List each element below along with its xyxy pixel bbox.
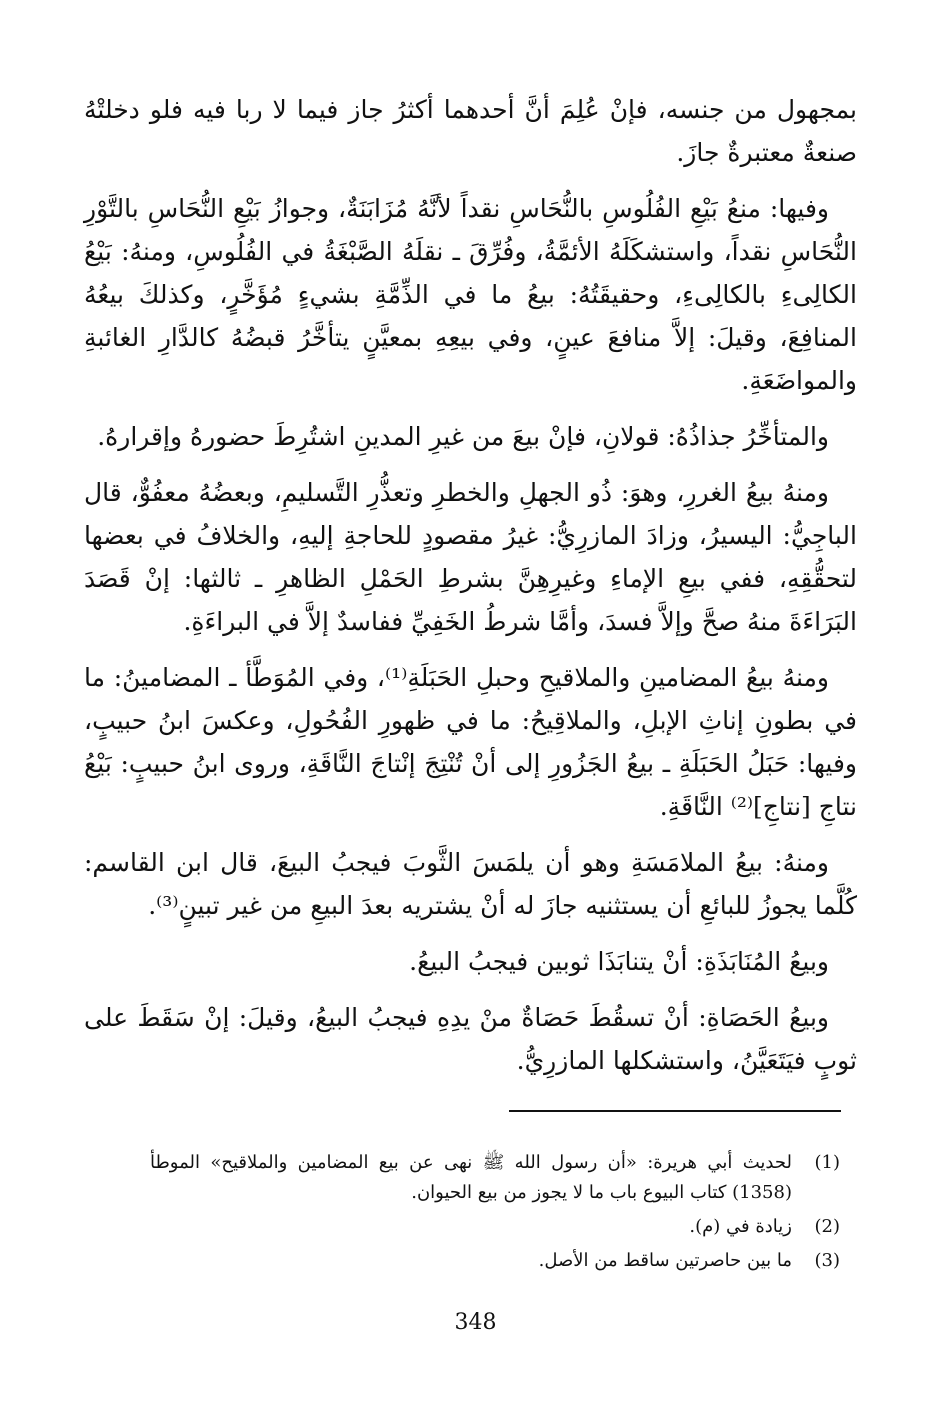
paragraph: ومنهُ: بيعُ الملامَسَةِ وهو أن يلمَسَ الثَّوبَ فيجبُ البيعَ، قال ابن القاسم: كُلَّما يجوزُ للبائعِ أن يستثنيه جازَ له أنْ يشتريه بعدَ البيعِ من غير تبينٍ⁽³⁾. xyxy=(84,848,857,920)
footnote xyxy=(150,1246,840,1276)
footnote-divider xyxy=(509,1110,841,1112)
paragraph: ومنهُ بيعُ الغررِ، وهوَ: ذُو الجهلِ والخطرِ وتعذُّرِ التَّسليمِ، وبعضُهُ معفُوٌّ، قال الباجِيُّ: اليسيرُ، وزادَ المازرِيُّ: غيرُ مقصودٍ للحاجةِ إليهِ، والخلافُ في بعضها لتحقُّقِهِ، ففي بيعِ الإماءِ وغيرِهِنَّ بشرطِ الحَمْلِ الظاهرِ ـ ثالثها: إنْ قَصَدَ البَرَاءَةَ منهُ صحَّ وإلاَّ فسدَ، وأمَّا شرطُ الخَفِيِّ ففاسدٌ إلاَّ في البراءَةِ. xyxy=(84,478,857,636)
paragraph: وبيعُ الحَصَاةِ: أنْ تسقُطَ حَصَاةٌ منْ يدِهِ فيجبُ البيعُ، وقيلَ: إنْ سَقَطَ على ثوبٍ فيَتَعَيَّنُ، واستشكلها المازرِيُّ. xyxy=(84,1003,857,1075)
footnote-number: (2) xyxy=(814,1216,840,1237)
footnotes xyxy=(150,1148,840,1280)
paragraph: وبيعُ المُنَابَذَةِ: أنْ يتنابَذَا ثوبين فيجبُ البيعُ. xyxy=(409,947,829,976)
footnote-text: ما بين حاصرتين ساقط من الأصل. xyxy=(538,1250,792,1271)
footnote xyxy=(150,1148,840,1208)
paragraph: والمتأخِّرُ جذاذُهُ: قولانِ، فإنْ بيعَ من غيرِ المدينِ اشتُرِطَ حضورهُ وإقرارهُ. xyxy=(97,422,829,451)
footnote-number: (1) xyxy=(814,1152,840,1173)
paragraph: ومنهُ بيعُ المضامينِ والملاقيحِ وحبلِ الحَبَلَةِ⁽¹⁾، وفي المُوَطَّأ ـ المضامينُ: ما في بطونِ إناثِ الإبلِ، والملاقِيحُ: ما في ظهورِ الفُحُولِ، وعكسَ ابنُ حبيبٍ، وفيها: حَبَلُ الحَبَلَةِ ـ بيعُ الجَزُورِ إلى أنْ تُنْتِجَ إنْتاجَ النَّاقَةِ، وروى ابنُ حبيبٍ: بَيْعُ نتاجِ [نتاجِ]⁽²⁾ النَّاقَةِ. xyxy=(84,663,857,821)
paragraph: بمجهول من جنسه، فإنْ عُلِمَ أنَّ أحدهما أكثرُ جاز فيما لا ربا فيه فلو دخلتْهُ صنعةٌ معتبرةٌ جازَ. xyxy=(84,95,857,167)
footnote-text: لحديث أبي هريرة: «أن رسول الله ﷺ نهى عن بيع المضامين والملاقيح» الموطأ (1358) كتاب البيوع باب ما لا يجوز من بيع الحيوان. xyxy=(150,1152,792,1203)
paragraph: وفيها: منعُ بَيْعِ الفُلُوسِ بالنُّحَاسِ نقداً لأنَّهُ مُزَابَنَةٌ، وجوازُ بَيْعِ النُّحَاسِ بالتَّوْرِ النُّحَاسِ نقداً، واستشكَلَهُ الأئمَّةُ، وفُرِّقَ ـ نقلَهُ الصَّبْغَةُ في الفُلُوسِ، ومنهُ: بَيْعُ الكالِىءِ بالكالِىءِ، وحقيقَتُهُ: بيعُ ما في الذِّمَّةِ بشيءٍ مُؤَخَّرٍ، وكذلكَ بيعُهُ المنافِعَ، وقيلَ: إلاَّ منافعَ عينٍ، وفي بيعِهِ بمعيَّنٍ يتأخَّرُ قبضُهُ كالدَّارِ الغائبةِ والمواضَعَةِ. xyxy=(84,194,857,395)
main-text xyxy=(84,88,857,1095)
footnote xyxy=(150,1212,840,1242)
page-number: 348 xyxy=(454,1310,497,1335)
footnote-text: زيادة في (م). xyxy=(689,1216,792,1237)
footnote-number: (3) xyxy=(814,1250,840,1271)
